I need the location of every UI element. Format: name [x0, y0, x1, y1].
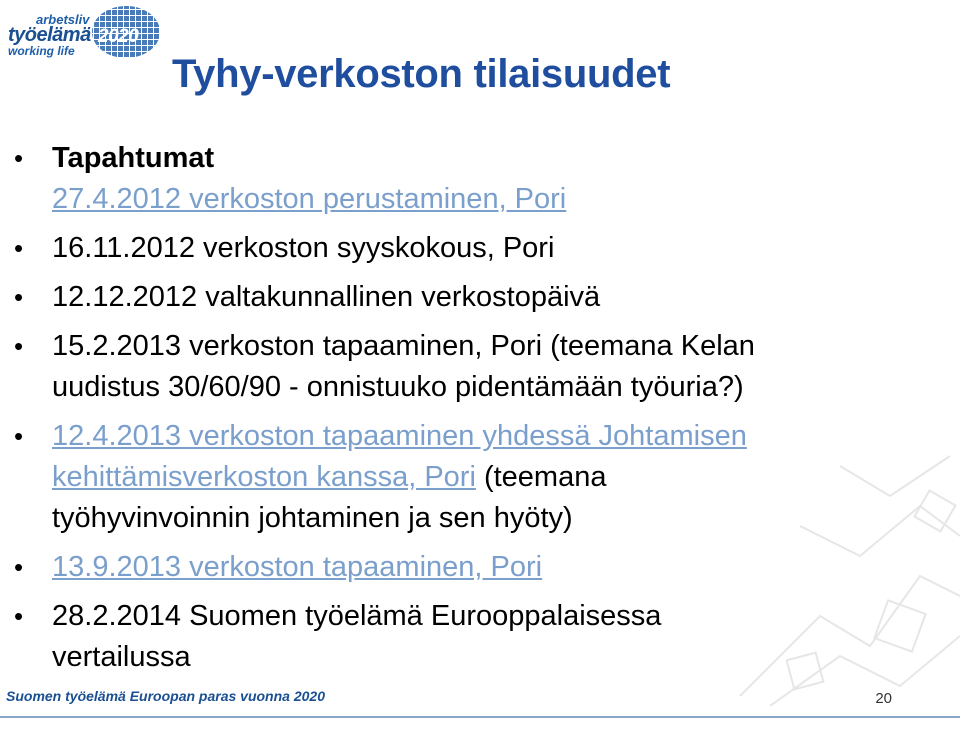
event-text: uudistus 30/60/90 - onnistuuko pidentämään työuria?): [52, 371, 744, 403]
event-text: 15.2.2013 verkoston tapaaminen, Pori (teemana Kelan: [52, 330, 755, 362]
list-item: [14, 416, 914, 539]
brand-logo: [4, 4, 164, 58]
slide-title: Tyhy-verkoston tilaisuudet: [172, 52, 671, 96]
list-item: [14, 138, 914, 220]
logo-text-arbetsliv: arbetsliv: [36, 12, 90, 27]
event-text: työhyvinvoinnin johtaminen ja sen hyöty): [52, 502, 573, 534]
event-link[interactable]: 27.4.2012 verkoston perustaminen, Pori: [52, 183, 567, 215]
footer-tagline: Suomen työelämä Euroopan paras vuonna 2020: [6, 688, 325, 704]
bullet-icon: •: [14, 552, 24, 582]
list-heading: Tapahtumat: [52, 142, 215, 174]
bullet-icon: •: [14, 421, 24, 451]
event-text: 12.12.2012 valtakunnallinen verkostopäivä: [52, 281, 601, 313]
footer-divider: [0, 716, 960, 718]
bullet-icon: •: [14, 282, 24, 312]
event-link[interactable]: 13.9.2013 verkoston tapaaminen, Pori: [52, 551, 543, 583]
bullet-icon: •: [14, 233, 24, 263]
event-text: (teemana: [475, 461, 607, 493]
event-link[interactable]: kehittämisverkoston kanssa, Pori: [52, 461, 476, 493]
list-item: [14, 228, 914, 269]
event-link[interactable]: 12.4.2013 verkoston tapaaminen yhdessä Johtamisen: [52, 420, 747, 452]
logo-text-tyoelama: työelämä: [8, 24, 91, 46]
page-number: 20: [875, 690, 892, 707]
event-text: 28.2.2014 Suomen työelämä Eurooppalaisessa: [52, 600, 662, 632]
bullet-icon: •: [14, 143, 24, 173]
list-item: [14, 547, 914, 588]
event-text: 16.11.2012 verkoston syyskokous, Pori: [52, 232, 555, 264]
list-item: [14, 326, 914, 408]
event-text: vertailussa: [52, 641, 191, 673]
logo-text-working-life: working life: [8, 44, 75, 58]
logo-year: 2020: [98, 26, 139, 47]
list-item: [14, 277, 914, 318]
bullet-icon: •: [14, 601, 24, 631]
event-list: [14, 138, 914, 686]
list-item: [14, 596, 914, 678]
bullet-icon: •: [14, 331, 24, 361]
